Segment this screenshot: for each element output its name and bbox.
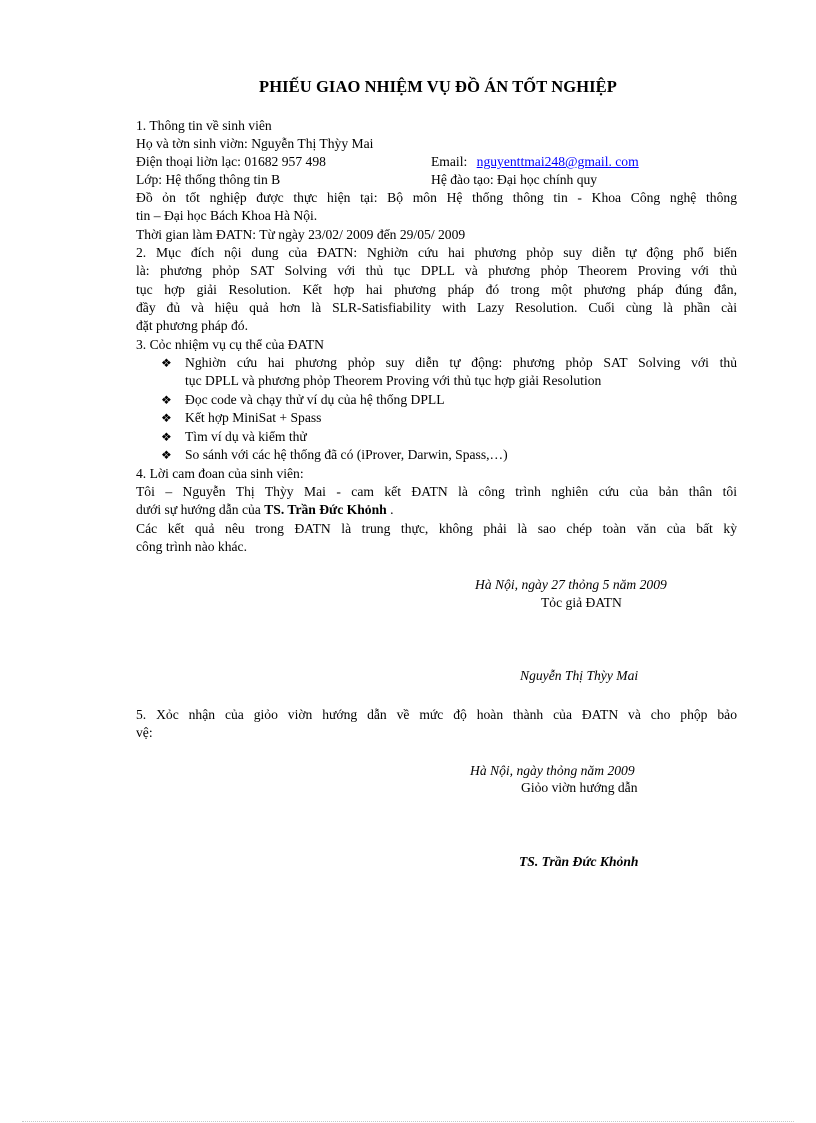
author-sign-role: Tỏc giả ĐATN (541, 595, 622, 610)
section-4-line-3: Các kết quả nêu trong ĐATN là trung thực, không phải là sao chép toàn văn của bất kỳ (136, 521, 737, 536)
section-4-line-1: Tôi – Nguyễn Thị Thỳy Mai - cam kết ĐATN là công trình nghiên cứu của bản thân tôi (136, 484, 737, 499)
section-3-heading: 3. Cỏc nhiệm vụ cụ thể của ĐATN (136, 337, 325, 352)
period-text: . (386, 502, 394, 517)
section-4-line-2 (136, 501, 394, 519)
phone-line: Điện thoại liờn lạc: 01682 957 498 (136, 154, 326, 169)
section-5-line-2: vệ: (136, 725, 153, 740)
section-2-line-2: là: phương phỏp SAT Solving với thủ tục DPLL và phương phỏp Theorem Proving với thủ (136, 263, 737, 278)
training-type-line: Hệ đào tạo: Đại học chính quy (431, 172, 598, 187)
section-2-line-5: đặt phương pháp đó. (136, 318, 248, 333)
diamond-bullet-icon: ❖ (161, 356, 172, 370)
author-sign-date: Hà Nội, ngày 27 thỏng 5 năm 2009 (475, 577, 667, 592)
advisor-sign-role: Giỏo viờn hướng dẫn (521, 780, 638, 795)
section-4-heading: 4. Lời cam đoan của sinh viên: (136, 466, 304, 481)
task-item-5: So sánh với các hệ thống đã có (iProver, Darwin, Spass,…) (185, 447, 508, 462)
advisor-sign-date: Hà Nội, ngày thỏng năm 2009 (470, 763, 635, 778)
section-2-line-3: tục hợp giải Resolution. Kết hợp hai phương pháp đó trong một phương pháp đúng đắn, (136, 282, 737, 297)
email-label: Email: (431, 154, 468, 169)
section-5-line-1: 5. Xỏc nhận của giỏo viờn hướng dẫn về mức độ hoàn thành của ĐATN và cho phộp bảo (136, 707, 737, 722)
task-item-1a: Nghiờn cứu hai phương phỏp suy diễn tự động: phương phỏp SAT Solving với thủ (185, 355, 737, 370)
page-bottom-divider (22, 1121, 794, 1122)
student-name-line: Họ và tờn sinh viờn: Nguyễn Thị Thỳy Mai (136, 136, 374, 151)
email-link[interactable]: nguyenttmai248@gmail. com (476, 154, 639, 169)
section-2-line-4: đầy đủ và hiệu quả hơn là SLR-Satisfiability with Lazy Resolution. Cuối cùng là phần cài (136, 300, 737, 315)
task-item-4: Tìm ví dụ và kiểm thử (185, 429, 307, 444)
diamond-bullet-icon: ❖ (161, 430, 172, 444)
thesis-place-line-2: tin – Đại học Bách Khoa Hà Nội. (136, 208, 318, 223)
email-line (431, 153, 639, 171)
advisor-intro-text: dưới sự hướng dẫn của (136, 502, 265, 517)
document-title: PHIẾU GIAO NHIỆM VỤ ĐỒ ÁN TỐT NGHIỆP (259, 77, 617, 96)
section-4-line-4: công trình nào khác. (136, 539, 247, 554)
diamond-bullet-icon: ❖ (161, 448, 172, 462)
task-item-2: Đọc code và chạy thử ví dụ của hệ thống DPLL (185, 392, 445, 407)
section-2-line-1: 2. Mục đích nội dung của ĐATN: Nghiờn cứu hai phương phỏp suy diễn tự động phổ biến (136, 245, 737, 260)
task-item-3: Kết hợp MiniSat + Spass (185, 410, 322, 425)
diamond-bullet-icon: ❖ (161, 411, 172, 425)
task-item-1b: tục DPLL và phương phỏp Theorem Proving với thủ tục hợp giải Resolution (185, 373, 602, 388)
class-line: Lớp: Hệ thống thông tin B (136, 172, 281, 187)
advisor-sign-name: TS. Trần Đức Khỏnh (519, 854, 639, 869)
author-sign-name: Nguyễn Thị Thỳy Mai (520, 668, 639, 683)
advisor-name-bold: TS. Trần Đức Khỏnh (264, 502, 387, 517)
diamond-bullet-icon: ❖ (161, 393, 172, 407)
thesis-time-line: Thời gian làm ĐATN: Từ ngày 23/02/ 2009 đến 29/05/ 2009 (136, 227, 466, 242)
section-1-heading: 1. Thông tin về sinh viên (136, 118, 272, 133)
thesis-place-line-1: Đồ ỏn tốt nghiệp được thực hiện tại: Bộ môn Hệ thống thông tin - Khoa Công nghệ thông (136, 190, 737, 205)
